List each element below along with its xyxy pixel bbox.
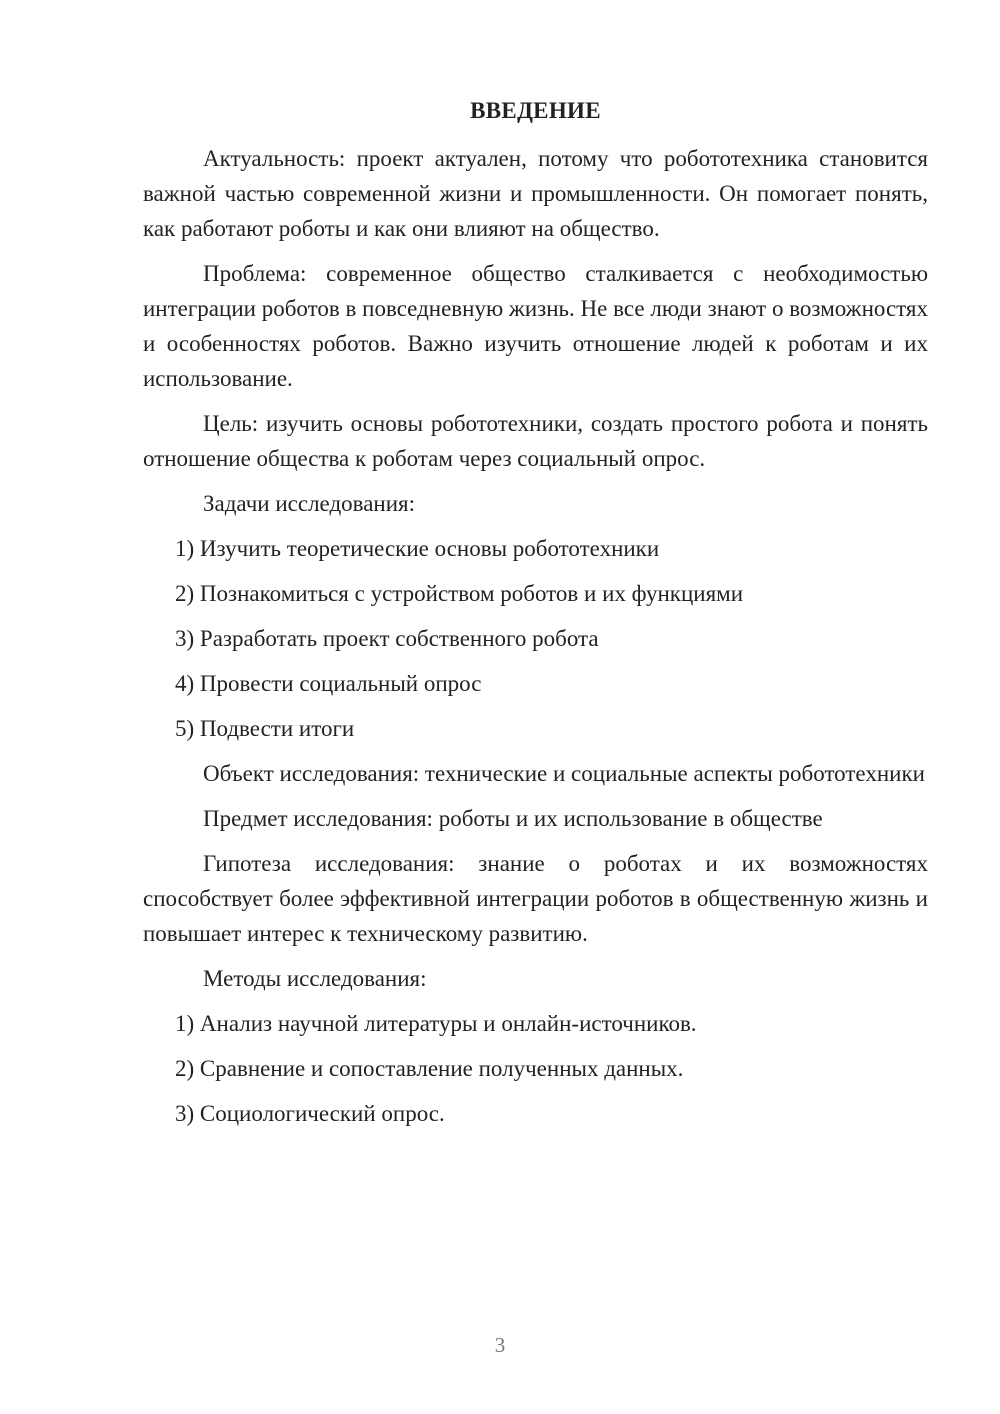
methods-list bbox=[143, 1006, 928, 1131]
problem-paragraph: Проблема: современное общество сталкивается с необходимостью интеграции роботов в повседневную жизнь. Не все люди знают о возможностях и особенностях роботов. Важно изучить отношение людей к роботам и их использование. bbox=[143, 261, 928, 391]
list-item: 2) Сравнение и сопоставление полученных данных. bbox=[175, 1056, 684, 1081]
list-item: 4) Провести социальный опрос bbox=[175, 671, 482, 696]
subject-paragraph: Предмет исследования: роботы и их использование в обществе bbox=[203, 806, 823, 831]
tasks-label: Задачи исследования: bbox=[203, 491, 416, 516]
list-item: 1) Изучить теоретические основы робототехники bbox=[175, 536, 660, 561]
relevance-paragraph: Актуальность: проект актуален, потому что робототехника становится важной частью современной жизни и промышленности. Он помогает понять, как работают роботы и как они влияют на общество. bbox=[143, 146, 928, 241]
list-item: 1) Анализ научной литературы и онлайн-источников. bbox=[175, 1011, 697, 1036]
tasks-list bbox=[143, 531, 928, 746]
list-item: 2) Познакомиться с устройством роботов и их функциями bbox=[175, 581, 744, 606]
hypothesis-paragraph: Гипотеза исследования: знание о роботах и их возможностях способствует более эффективной интеграции роботов в общественную жизнь и повышает интерес к техническому развитию. bbox=[143, 851, 928, 946]
page-number: 3 bbox=[494, 1333, 506, 1357]
methods-label: Методы исследования: bbox=[203, 966, 427, 991]
list-item: 5) Подвести итоги bbox=[175, 716, 355, 741]
goal-paragraph: Цель: изучить основы робототехники, создать простого робота и понять отношение общества к роботам через социальный опрос. bbox=[143, 411, 928, 471]
page-content bbox=[143, 96, 928, 1141]
list-item: 3) Социологический опрос. bbox=[175, 1101, 445, 1126]
page-title: ВВЕДЕНИЕ bbox=[470, 98, 601, 123]
list-item: 3) Разработать проект собственного робота bbox=[175, 626, 599, 651]
object-paragraph: Объект исследования: технические и социальные аспекты робототехники bbox=[203, 761, 925, 786]
